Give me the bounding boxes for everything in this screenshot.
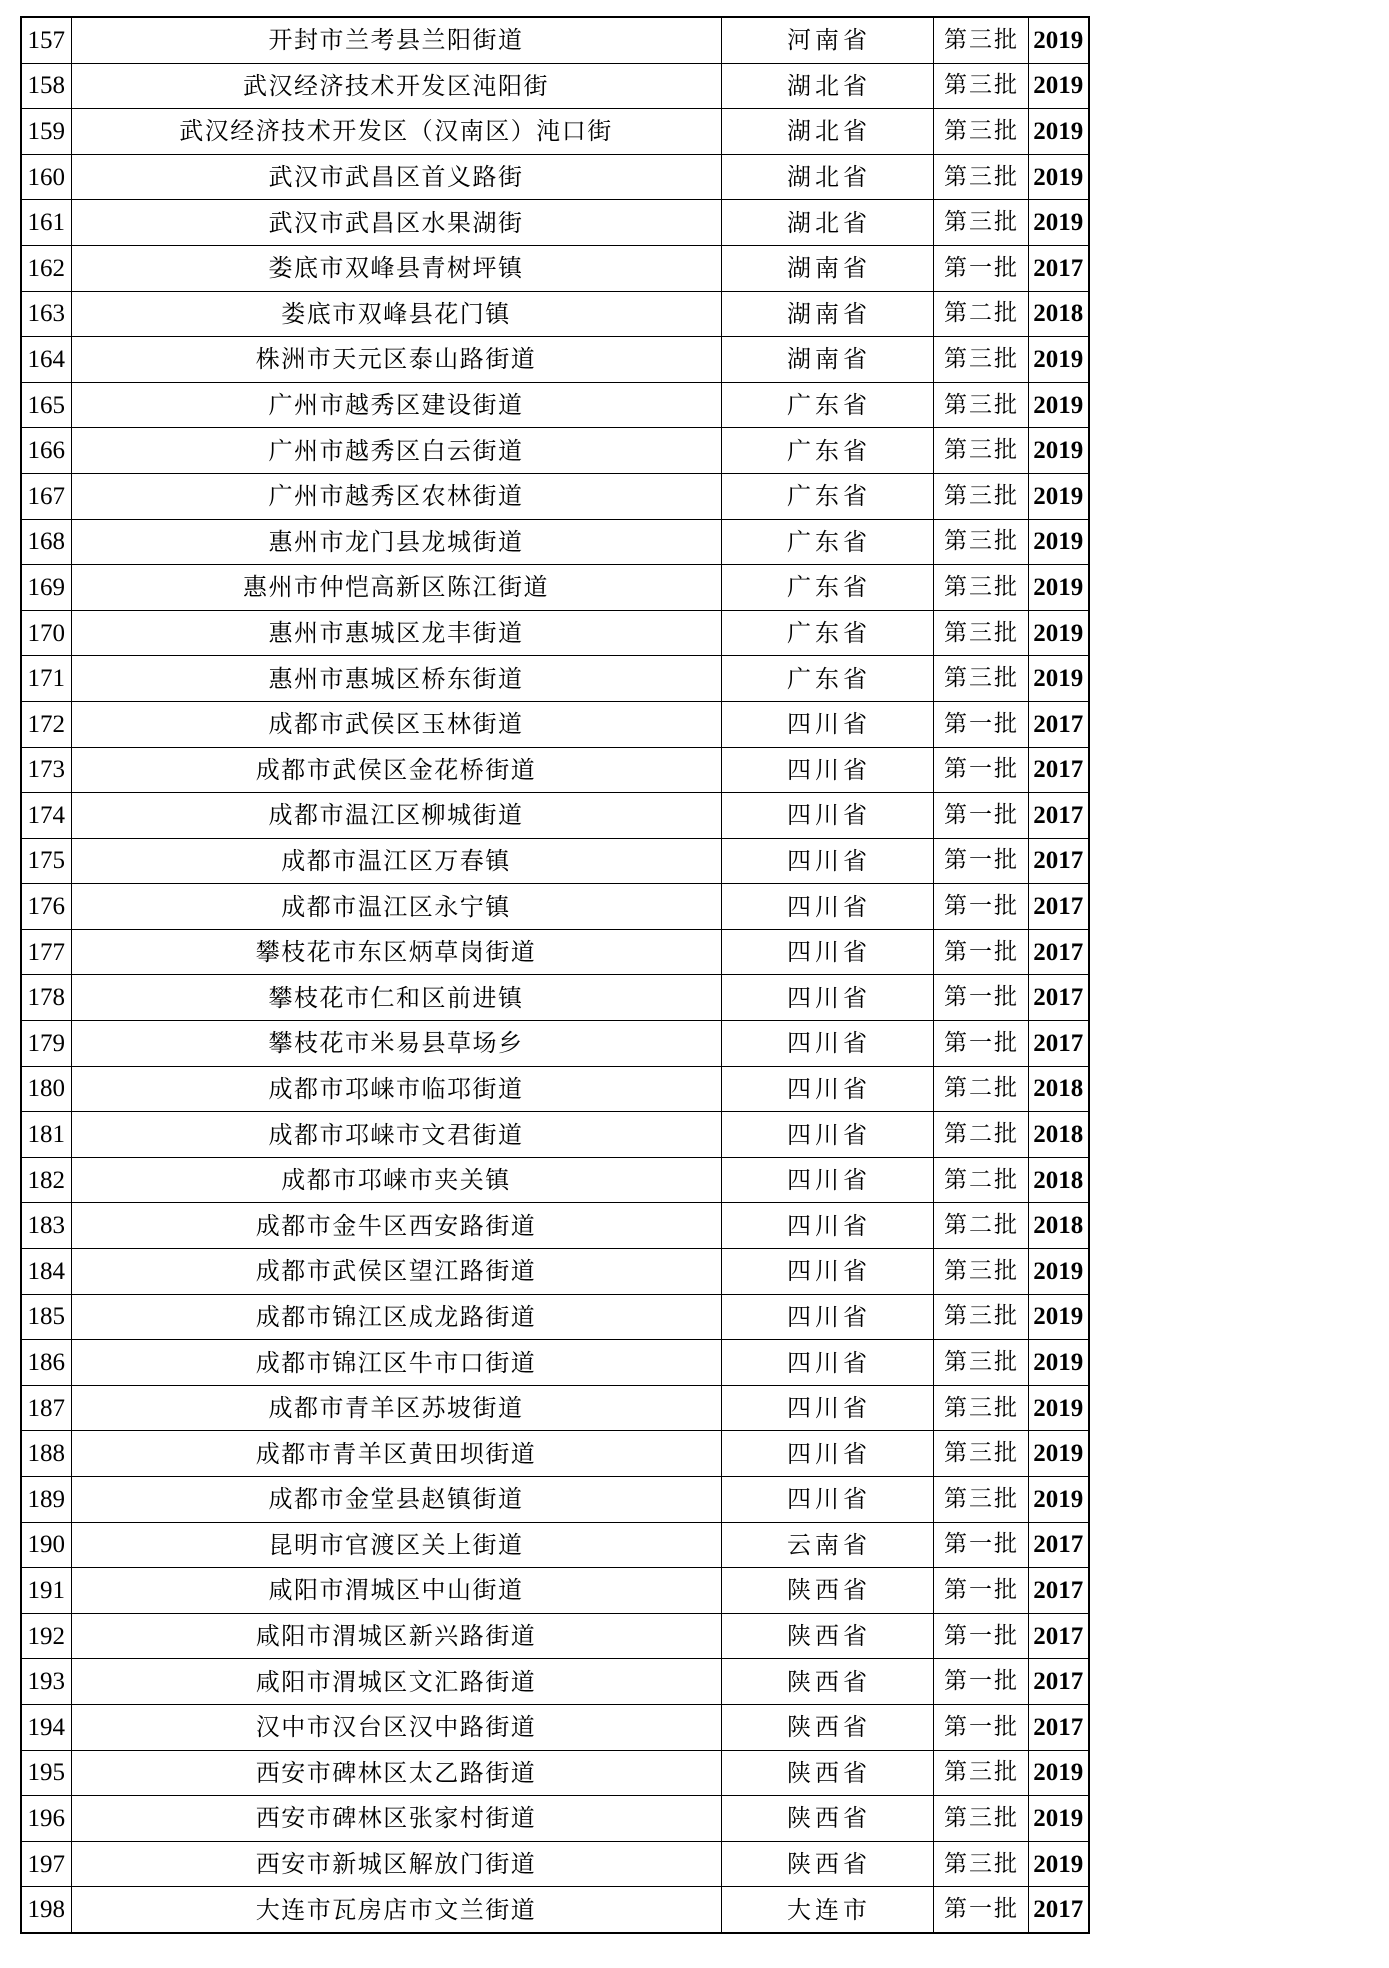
cell-name: 咸阳市渭城区中山街道 xyxy=(71,1568,721,1614)
cell-index: 164 xyxy=(21,337,71,383)
cell-index: 193 xyxy=(21,1659,71,1705)
cell-year: 2019 xyxy=(1028,428,1089,474)
cell-name: 娄底市双峰县花门镇 xyxy=(71,291,721,337)
table-row xyxy=(21,1431,1089,1477)
cell-name: 开封市兰考县兰阳街道 xyxy=(71,17,721,63)
cell-batch: 第一批 xyxy=(933,1021,1028,1067)
cell-year: 2017 xyxy=(1028,1568,1089,1614)
cell-province: 陕西省 xyxy=(721,1659,933,1705)
table-body xyxy=(21,17,1089,1933)
cell-name: 武汉经济技术开发区沌阳街 xyxy=(71,63,721,109)
cell-name: 广州市越秀区农林街道 xyxy=(71,473,721,519)
cell-index: 188 xyxy=(21,1431,71,1477)
cell-batch: 第一批 xyxy=(933,793,1028,839)
cell-province: 四川省 xyxy=(721,975,933,1021)
cell-index: 172 xyxy=(21,701,71,747)
cell-index: 183 xyxy=(21,1203,71,1249)
cell-province: 四川省 xyxy=(721,1294,933,1340)
cell-index: 184 xyxy=(21,1249,71,1295)
cell-year: 2017 xyxy=(1028,1659,1089,1705)
table-row xyxy=(21,473,1089,519)
cell-province: 大连市 xyxy=(721,1887,933,1933)
cell-index: 165 xyxy=(21,382,71,428)
cell-year: 2019 xyxy=(1028,382,1089,428)
cell-index: 159 xyxy=(21,109,71,155)
table-row xyxy=(21,1112,1089,1158)
cell-index: 191 xyxy=(21,1568,71,1614)
cell-batch: 第一批 xyxy=(933,1659,1028,1705)
table-row xyxy=(21,1887,1089,1933)
cell-index: 169 xyxy=(21,565,71,611)
cell-year: 2017 xyxy=(1028,701,1089,747)
cell-name: 攀枝花市东区炳草岗街道 xyxy=(71,929,721,975)
cell-index: 167 xyxy=(21,473,71,519)
table-row xyxy=(21,291,1089,337)
table-row xyxy=(21,929,1089,975)
table-row xyxy=(21,154,1089,200)
cell-year: 2019 xyxy=(1028,337,1089,383)
table-row xyxy=(21,793,1089,839)
cell-year: 2017 xyxy=(1028,1522,1089,1568)
cell-year: 2019 xyxy=(1028,1477,1089,1523)
cell-batch: 第三批 xyxy=(933,610,1028,656)
cell-index: 168 xyxy=(21,519,71,565)
cell-index: 176 xyxy=(21,884,71,930)
cell-name: 成都市青羊区苏坡街道 xyxy=(71,1385,721,1431)
table-row xyxy=(21,747,1089,793)
cell-index: 198 xyxy=(21,1887,71,1933)
cell-province: 四川省 xyxy=(721,1066,933,1112)
cell-name: 西安市新城区解放门街道 xyxy=(71,1841,721,1887)
cell-year: 2019 xyxy=(1028,1249,1089,1295)
cell-name: 咸阳市渭城区新兴路街道 xyxy=(71,1613,721,1659)
cell-year: 2017 xyxy=(1028,1704,1089,1750)
cell-index: 182 xyxy=(21,1157,71,1203)
cell-province: 四川省 xyxy=(721,1021,933,1067)
cell-name: 昆明市官渡区关上街道 xyxy=(71,1522,721,1568)
cell-batch: 第一批 xyxy=(933,245,1028,291)
cell-name: 娄底市双峰县青树坪镇 xyxy=(71,245,721,291)
cell-batch: 第一批 xyxy=(933,1887,1028,1933)
cell-batch: 第一批 xyxy=(933,1704,1028,1750)
cell-name: 成都市温江区万春镇 xyxy=(71,838,721,884)
cell-batch: 第三批 xyxy=(933,1796,1028,1842)
cell-index: 161 xyxy=(21,200,71,246)
cell-index: 186 xyxy=(21,1340,71,1386)
cell-province: 陕西省 xyxy=(721,1704,933,1750)
cell-year: 2017 xyxy=(1028,975,1089,1021)
cell-index: 160 xyxy=(21,154,71,200)
cell-province: 陕西省 xyxy=(721,1750,933,1796)
cell-name: 大连市瓦房店市文兰街道 xyxy=(71,1887,721,1933)
cell-year: 2019 xyxy=(1028,519,1089,565)
table-row xyxy=(21,109,1089,155)
cell-name: 成都市锦江区成龙路街道 xyxy=(71,1294,721,1340)
cell-index: 162 xyxy=(21,245,71,291)
cell-name: 汉中市汉台区汉中路街道 xyxy=(71,1704,721,1750)
cell-year: 2017 xyxy=(1028,1887,1089,1933)
cell-batch: 第一批 xyxy=(933,1613,1028,1659)
cell-province: 四川省 xyxy=(721,1112,933,1158)
cell-name: 西安市碑林区张家村街道 xyxy=(71,1796,721,1842)
cell-year: 2018 xyxy=(1028,1157,1089,1203)
cell-batch: 第一批 xyxy=(933,1568,1028,1614)
cell-province: 广东省 xyxy=(721,565,933,611)
cell-batch: 第三批 xyxy=(933,154,1028,200)
cell-year: 2017 xyxy=(1028,793,1089,839)
cell-batch: 第二批 xyxy=(933,1066,1028,1112)
cell-year: 2018 xyxy=(1028,1112,1089,1158)
cell-batch: 第三批 xyxy=(933,1249,1028,1295)
cell-name: 攀枝花市米易县草场乡 xyxy=(71,1021,721,1067)
cell-index: 181 xyxy=(21,1112,71,1158)
cell-index: 180 xyxy=(21,1066,71,1112)
cell-batch: 第二批 xyxy=(933,1157,1028,1203)
cell-name: 西安市碑林区太乙路街道 xyxy=(71,1750,721,1796)
cell-year: 2017 xyxy=(1028,1613,1089,1659)
table-row xyxy=(21,838,1089,884)
cell-province: 四川省 xyxy=(721,1431,933,1477)
cell-batch: 第三批 xyxy=(933,1431,1028,1477)
cell-index: 196 xyxy=(21,1796,71,1842)
cell-year: 2018 xyxy=(1028,1066,1089,1112)
cell-province: 四川省 xyxy=(721,1203,933,1249)
cell-index: 189 xyxy=(21,1477,71,1523)
cell-year: 2019 xyxy=(1028,17,1089,63)
cell-batch: 第三批 xyxy=(933,63,1028,109)
cell-batch: 第三批 xyxy=(933,519,1028,565)
cell-year: 2019 xyxy=(1028,473,1089,519)
cell-province: 广东省 xyxy=(721,382,933,428)
cell-batch: 第三批 xyxy=(933,565,1028,611)
cell-province: 河南省 xyxy=(721,17,933,63)
cell-name: 成都市青羊区黄田坝街道 xyxy=(71,1431,721,1477)
cell-batch: 第三批 xyxy=(933,1841,1028,1887)
cell-province: 四川省 xyxy=(721,793,933,839)
cell-province: 云南省 xyxy=(721,1522,933,1568)
cell-province: 广东省 xyxy=(721,519,933,565)
cell-name: 武汉市武昌区首义路街 xyxy=(71,154,721,200)
cell-name: 成都市武侯区玉林街道 xyxy=(71,701,721,747)
cell-name: 惠州市惠城区桥东街道 xyxy=(71,656,721,702)
cell-batch: 第三批 xyxy=(933,17,1028,63)
cell-province: 湖北省 xyxy=(721,109,933,155)
cell-index: 177 xyxy=(21,929,71,975)
cell-province: 湖南省 xyxy=(721,291,933,337)
cell-name: 惠州市仲恺高新区陈江街道 xyxy=(71,565,721,611)
cell-year: 2017 xyxy=(1028,747,1089,793)
cell-name: 惠州市惠城区龙丰街道 xyxy=(71,610,721,656)
table-row xyxy=(21,1522,1089,1568)
table-row xyxy=(21,701,1089,747)
cell-index: 190 xyxy=(21,1522,71,1568)
cell-index: 157 xyxy=(21,17,71,63)
cell-year: 2019 xyxy=(1028,1841,1089,1887)
cell-province: 陕西省 xyxy=(721,1796,933,1842)
cell-province: 湖南省 xyxy=(721,245,933,291)
cell-province: 四川省 xyxy=(721,838,933,884)
cell-name: 成都市武侯区望江路街道 xyxy=(71,1249,721,1295)
table-row xyxy=(21,1249,1089,1295)
cell-index: 187 xyxy=(21,1385,71,1431)
cell-year: 2019 xyxy=(1028,656,1089,702)
cell-year: 2019 xyxy=(1028,200,1089,246)
cell-name: 成都市温江区柳城街道 xyxy=(71,793,721,839)
cell-index: 194 xyxy=(21,1704,71,1750)
cell-name: 成都市邛崃市夹关镇 xyxy=(71,1157,721,1203)
cell-index: 173 xyxy=(21,747,71,793)
table-row xyxy=(21,1796,1089,1842)
cell-batch: 第三批 xyxy=(933,1750,1028,1796)
cell-province: 四川省 xyxy=(721,1477,933,1523)
table-row xyxy=(21,884,1089,930)
table-row xyxy=(21,428,1089,474)
cell-province: 四川省 xyxy=(721,884,933,930)
cell-index: 197 xyxy=(21,1841,71,1887)
cell-name: 武汉经济技术开发区（汉南区）沌口街 xyxy=(71,109,721,155)
cell-province: 陕西省 xyxy=(721,1841,933,1887)
cell-batch: 第二批 xyxy=(933,1112,1028,1158)
cell-year: 2017 xyxy=(1028,1021,1089,1067)
cell-index: 195 xyxy=(21,1750,71,1796)
cell-year: 2018 xyxy=(1028,1203,1089,1249)
cell-index: 192 xyxy=(21,1613,71,1659)
cell-province: 四川省 xyxy=(721,1385,933,1431)
cell-batch: 第三批 xyxy=(933,1294,1028,1340)
cell-index: 179 xyxy=(21,1021,71,1067)
cell-year: 2019 xyxy=(1028,154,1089,200)
cell-index: 185 xyxy=(21,1294,71,1340)
table-row xyxy=(21,382,1089,428)
cell-index: 174 xyxy=(21,793,71,839)
cell-name: 攀枝花市仁和区前进镇 xyxy=(71,975,721,1021)
cell-index: 170 xyxy=(21,610,71,656)
cell-year: 2019 xyxy=(1028,1340,1089,1386)
cell-province: 陕西省 xyxy=(721,1568,933,1614)
cell-batch: 第一批 xyxy=(933,1522,1028,1568)
cell-province: 四川省 xyxy=(721,1157,933,1203)
cell-index: 163 xyxy=(21,291,71,337)
cell-batch: 第三批 xyxy=(933,337,1028,383)
cell-name: 成都市邛崃市文君街道 xyxy=(71,1112,721,1158)
cell-year: 2019 xyxy=(1028,610,1089,656)
cell-index: 171 xyxy=(21,656,71,702)
cell-batch: 第三批 xyxy=(933,473,1028,519)
cell-province: 陕西省 xyxy=(721,1613,933,1659)
cell-name: 成都市温江区永宁镇 xyxy=(71,884,721,930)
table-row xyxy=(21,1021,1089,1067)
cell-province: 湖南省 xyxy=(721,337,933,383)
table-row xyxy=(21,1066,1089,1112)
cell-year: 2019 xyxy=(1028,1385,1089,1431)
cell-batch: 第一批 xyxy=(933,701,1028,747)
cell-year: 2019 xyxy=(1028,1750,1089,1796)
cell-name: 成都市武侯区金花桥街道 xyxy=(71,747,721,793)
cell-province: 湖北省 xyxy=(721,200,933,246)
cell-name: 成都市邛崃市临邛街道 xyxy=(71,1066,721,1112)
cell-name: 惠州市龙门县龙城街道 xyxy=(71,519,721,565)
table-row xyxy=(21,1704,1089,1750)
cell-batch: 第一批 xyxy=(933,838,1028,884)
cell-batch: 第三批 xyxy=(933,1385,1028,1431)
cell-batch: 第三批 xyxy=(933,382,1028,428)
cell-batch: 第一批 xyxy=(933,884,1028,930)
cell-year: 2019 xyxy=(1028,109,1089,155)
table-row xyxy=(21,1294,1089,1340)
cell-batch: 第一批 xyxy=(933,975,1028,1021)
table-row xyxy=(21,63,1089,109)
cell-name: 株洲市天元区泰山路街道 xyxy=(71,337,721,383)
table-row xyxy=(21,1613,1089,1659)
cell-name: 成都市锦江区牛市口街道 xyxy=(71,1340,721,1386)
table-row xyxy=(21,1385,1089,1431)
cell-year: 2019 xyxy=(1028,63,1089,109)
cell-batch: 第三批 xyxy=(933,109,1028,155)
cell-year: 2019 xyxy=(1028,1294,1089,1340)
cell-name: 成都市金堂县赵镇街道 xyxy=(71,1477,721,1523)
table-row xyxy=(21,975,1089,1021)
cell-province: 湖北省 xyxy=(721,154,933,200)
cell-batch: 第一批 xyxy=(933,747,1028,793)
cell-province: 广东省 xyxy=(721,428,933,474)
table-row xyxy=(21,245,1089,291)
cell-province: 广东省 xyxy=(721,473,933,519)
cell-index: 175 xyxy=(21,838,71,884)
cell-batch: 第二批 xyxy=(933,1203,1028,1249)
cell-name: 广州市越秀区白云街道 xyxy=(71,428,721,474)
cell-year: 2017 xyxy=(1028,929,1089,975)
table-row xyxy=(21,1659,1089,1705)
table-row xyxy=(21,1841,1089,1887)
cell-index: 178 xyxy=(21,975,71,1021)
cell-province: 广东省 xyxy=(721,610,933,656)
cell-name: 武汉市武昌区水果湖街 xyxy=(71,200,721,246)
cell-batch: 第一批 xyxy=(933,929,1028,975)
cell-year: 2017 xyxy=(1028,884,1089,930)
cell-province: 四川省 xyxy=(721,1249,933,1295)
table-row xyxy=(21,1750,1089,1796)
table-row xyxy=(21,610,1089,656)
cell-province: 四川省 xyxy=(721,929,933,975)
cell-batch: 第三批 xyxy=(933,1340,1028,1386)
table-row xyxy=(21,519,1089,565)
table-row xyxy=(21,200,1089,246)
cell-province: 广东省 xyxy=(721,656,933,702)
cell-name: 广州市越秀区建设街道 xyxy=(71,382,721,428)
table-row xyxy=(21,1477,1089,1523)
cell-batch: 第三批 xyxy=(933,1477,1028,1523)
cell-name: 咸阳市渭城区文汇路街道 xyxy=(71,1659,721,1705)
cell-province: 四川省 xyxy=(721,701,933,747)
table-row xyxy=(21,1157,1089,1203)
table-row xyxy=(21,337,1089,383)
table-row xyxy=(21,1203,1089,1249)
cell-year: 2019 xyxy=(1028,1431,1089,1477)
cell-name: 成都市金牛区西安路街道 xyxy=(71,1203,721,1249)
table-row xyxy=(21,656,1089,702)
cell-year: 2019 xyxy=(1028,1796,1089,1842)
cell-year: 2018 xyxy=(1028,291,1089,337)
listing-table xyxy=(20,16,1090,1934)
cell-province: 湖北省 xyxy=(721,63,933,109)
table-row xyxy=(21,17,1089,63)
cell-index: 166 xyxy=(21,428,71,474)
table-row xyxy=(21,565,1089,611)
cell-batch: 第三批 xyxy=(933,200,1028,246)
table-row xyxy=(21,1568,1089,1614)
cell-year: 2017 xyxy=(1028,838,1089,884)
cell-province: 四川省 xyxy=(721,1340,933,1386)
cell-index: 158 xyxy=(21,63,71,109)
cell-batch: 第三批 xyxy=(933,428,1028,474)
cell-province: 四川省 xyxy=(721,747,933,793)
cell-year: 2019 xyxy=(1028,565,1089,611)
cell-year: 2017 xyxy=(1028,245,1089,291)
table-row xyxy=(21,1340,1089,1386)
cell-batch: 第二批 xyxy=(933,291,1028,337)
cell-batch: 第三批 xyxy=(933,656,1028,702)
